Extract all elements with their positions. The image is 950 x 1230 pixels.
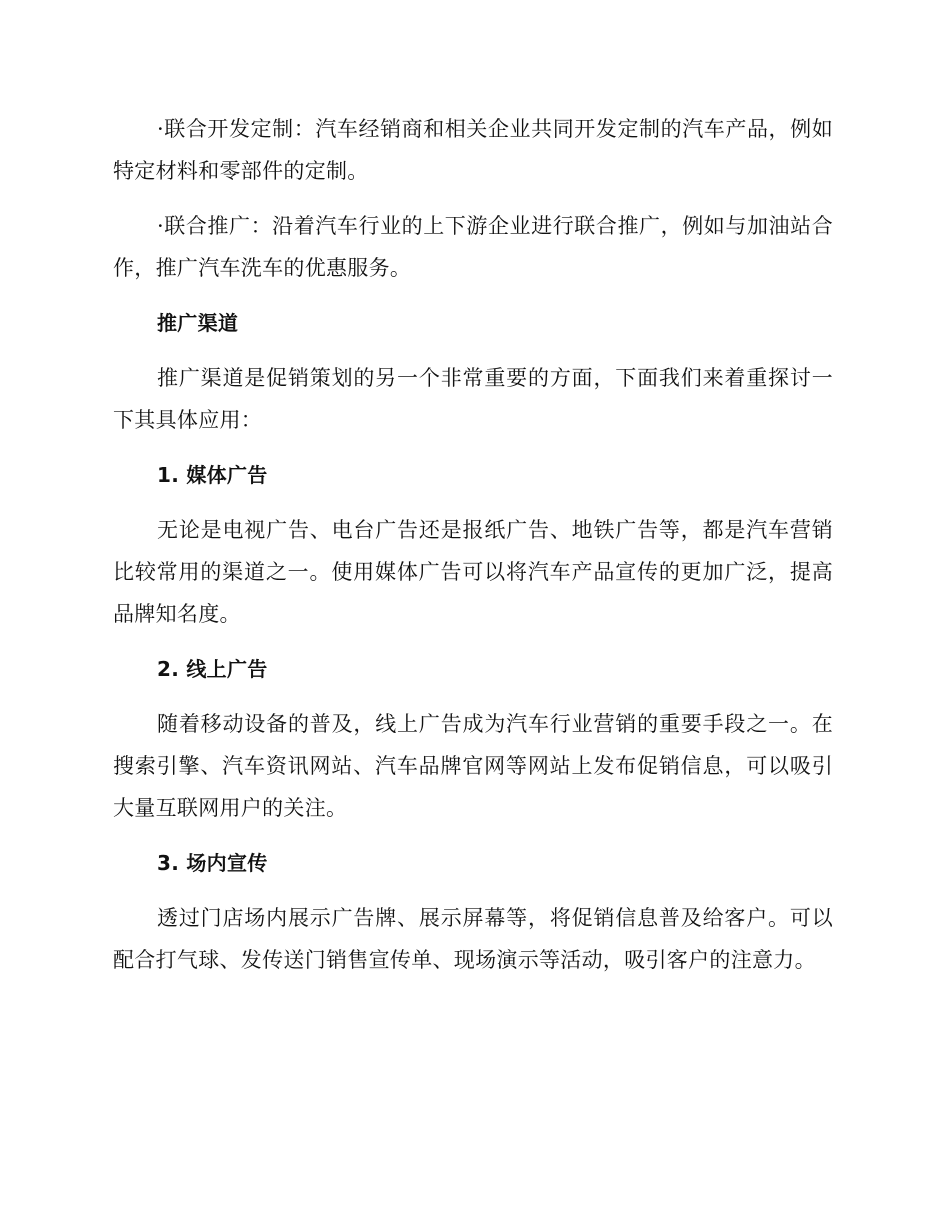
para-onsite-promotion: 透过门店场内展示广告牌、展示屏幕等，将促销信息普及给客户。可以配合打气球、发传送门销售宣传单、现场演示等活动，吸引客户的注意力。 [113,906,833,972]
heading-onsite-promotion: 3. 场内宣传 [157,851,268,875]
heading-promotion-channels: 推广渠道 [157,311,239,335]
para-promotion-channels-intro: 推广渠道是促销策划的另一个非常重要的方面，下面我们来着重探讨一下其具体应用： [113,366,833,432]
para-online-ads: 随着移动设备的普及，线上广告成为汽车行业营销的重要手段之一。在搜索引擎、汽车资讯网站、汽车品牌官网等网站上发布促销信息，可以吸引大量互联网用户的关注。 [113,712,833,820]
bullet-joint-development: ·联合开发定制：汽车经销商和相关企业共同开发定制的汽车产品，例如特定材料和零部件的定制。 [113,117,833,183]
heading-media-ads: 1. 媒体广告 [157,463,268,487]
bullet-joint-promotion: ·联合推广：沿着汽车行业的上下游企业进行联合推广，例如与加油站合作，推广汽车洗车的优惠服务。 [113,214,833,280]
document-body [113,108,833,994]
para-media-ads: 无论是电视广告、电台广告还是报纸广告、地铁广告等，都是汽车营销比较常用的渠道之一。使用媒体广告可以将汽车产品宣传的更加广泛，提高品牌知名度。 [113,518,833,626]
heading-online-ads: 2. 线上广告 [157,657,268,681]
